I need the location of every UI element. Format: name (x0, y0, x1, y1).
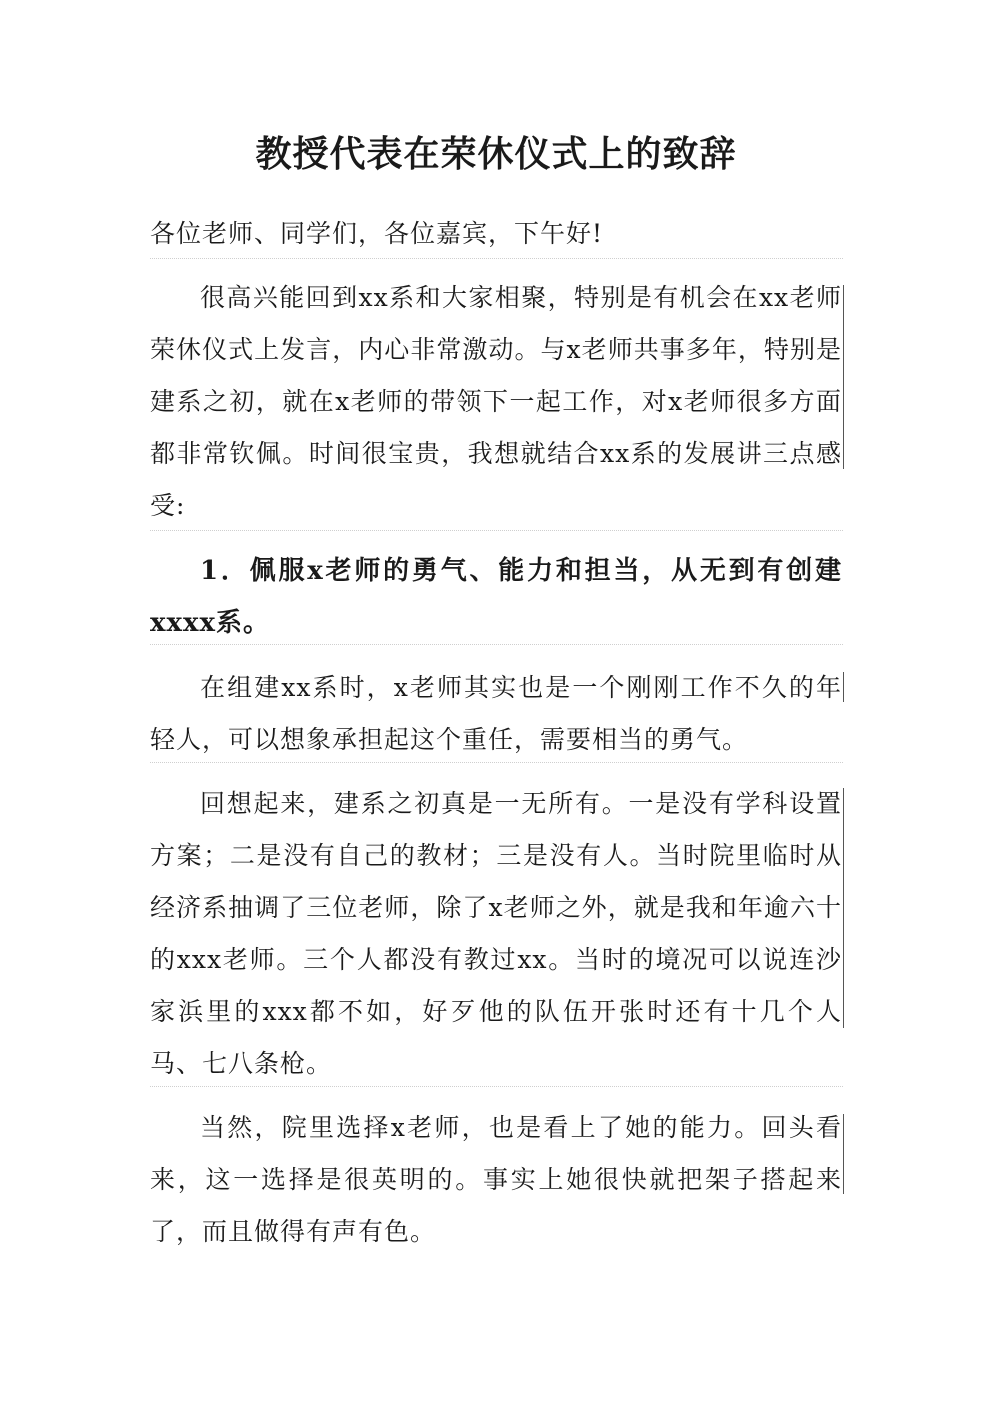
section-heading-1: 1．佩服x老师的勇气、能力和担当，从无到有创建xxxx系。 (150, 556, 842, 638)
paragraph-2: 在组建xx系时，x老师其实也是一个刚刚工作不久的年轻人，可以想象承担起这个重任，需要相当的勇气。 (150, 673, 842, 754)
paragraph-divider (150, 530, 843, 531)
margin-change-bar (843, 672, 844, 702)
intro-paragraph: 很高兴能回到xx系和大家相聚，特别是有机会在xx老师荣休仪式上发言，内心非常激动。与x老师共事多年，特别是建系之初，就在x老师的带领下一起工作，对x老师很多方面都非常钦佩。时间很宝贵，我想就结合xx系的发展讲三点感受: (150, 283, 842, 520)
paragraph-divider (150, 644, 843, 645)
document-title: 教授代表在荣休仪式上的致辞 (255, 133, 737, 175)
paragraph-3: 回想起来，建系之初真是一无所有。一是没有学科设置方案；二是没有自己的教材；三是没有人。当时院里临时从经济系抽调了三位老师，除了x老师之外，就是我和年逾六十的xxx老师。三个人都没有教过xx。当时的境况可以说连沙家浜里的xxx都不如，好歹他的队伍开张时还有十几个人马、七八条枪。 (150, 789, 842, 1078)
margin-change-bar (843, 788, 844, 1028)
margin-change-bar (843, 1114, 844, 1194)
paragraph-divider (150, 762, 843, 763)
paragraph-divider (150, 258, 843, 259)
paragraph-divider (150, 1086, 843, 1087)
greeting-paragraph: 各位老师、同学们，各位嘉宾，下午好! (150, 219, 604, 248)
paragraph-4: 当然，院里选择x老师，也是看上了她的能力。回头看来，这一选择是很英明的。事实上她很快就把架子搭起来了，而且做得有声有色。 (150, 1113, 842, 1246)
margin-change-bar (843, 285, 844, 469)
